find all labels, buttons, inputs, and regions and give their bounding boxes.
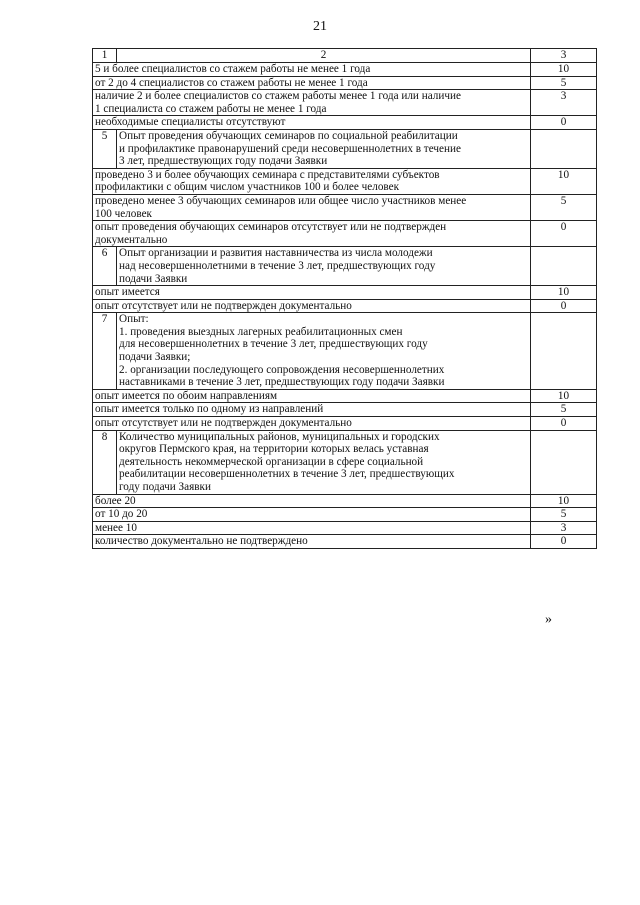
header-col-2: 2 <box>117 49 531 63</box>
option-row <box>93 63 597 77</box>
option-text: более 20 <box>93 494 531 508</box>
option-text: от 10 до 20 <box>93 508 531 522</box>
criterion-score <box>531 129 597 168</box>
option-score: 5 <box>531 194 597 220</box>
option-text: опыт имеется по обоим направлениям <box>93 389 531 403</box>
option-score: 5 <box>531 76 597 90</box>
option-score: 10 <box>531 494 597 508</box>
option-row <box>93 194 597 220</box>
option-row <box>93 221 597 247</box>
option-row <box>93 417 597 431</box>
option-row <box>93 508 597 522</box>
option-score: 10 <box>531 63 597 77</box>
criterion-row <box>93 430 597 494</box>
option-row <box>93 535 597 549</box>
option-text: опыт имеется только по одному из направлений <box>93 403 531 417</box>
option-score: 0 <box>531 116 597 130</box>
criterion-number: 8 <box>93 430 117 494</box>
criteria-table-body <box>93 49 597 549</box>
option-score: 10 <box>531 168 597 194</box>
option-row <box>93 116 597 130</box>
option-score: 3 <box>531 521 597 535</box>
criterion-score <box>531 247 597 286</box>
criterion-number: 6 <box>93 247 117 286</box>
option-text: проведено менее 3 обучающих семинаров или общее число участников менее 100 человек <box>93 194 531 220</box>
criterion-row <box>93 129 597 168</box>
option-score: 0 <box>531 417 597 431</box>
option-score: 5 <box>531 403 597 417</box>
option-text: количество документально не подтверждено <box>93 535 531 549</box>
header-col-3: 3 <box>531 49 597 63</box>
option-row <box>93 389 597 403</box>
header-col-1: 1 <box>93 49 117 63</box>
option-row <box>93 76 597 90</box>
criterion-score <box>531 313 597 390</box>
option-score: 10 <box>531 389 597 403</box>
option-text: наличие 2 и более специалистов со стажем работы менее 1 года или наличие 1 специалиста со стажем работы не менее 1 года <box>93 90 531 116</box>
option-row <box>93 521 597 535</box>
option-row <box>93 299 597 313</box>
option-text: опыт отсутствует или не подтвержден документально <box>93 299 531 313</box>
criterion-text: Опыт проведения обучающих семинаров по социальной реабилитации и профилактике правонарушений среди несовершеннолетних в течение 3 лет, предшествующих году подачи Заявки <box>117 129 531 168</box>
option-row <box>93 90 597 116</box>
option-text: 5 и более специалистов со стажем работы не менее 1 года <box>93 63 531 77</box>
criterion-score <box>531 430 597 494</box>
option-text: опыт проведения обучающих семинаров отсутствует или не подтвержден документально <box>93 221 531 247</box>
table-header-row <box>93 49 597 63</box>
option-text: менее 10 <box>93 521 531 535</box>
criterion-text: Опыт организации и развития наставничества из числа молодежи над несовершеннолетними в течение 3 лет, предшествующих году подачи Заявки <box>117 247 531 286</box>
option-score: 5 <box>531 508 597 522</box>
option-score: 0 <box>531 535 597 549</box>
option-row <box>93 403 597 417</box>
option-score: 3 <box>531 90 597 116</box>
criterion-text: Опыт: 1. проведения выездных лагерных реабилитационных смен для несовершеннолетних в течение 3 лет, предшествующих году подачи Заявки; 2. организации последующего сопровождения несовершеннолетних наставниками в течение 3 лет, предшествующих году подачи Заявки <box>117 313 531 390</box>
option-score: 0 <box>531 299 597 313</box>
option-row <box>93 494 597 508</box>
criterion-row <box>93 313 597 390</box>
criteria-table <box>92 48 597 549</box>
option-row <box>93 286 597 300</box>
option-text: необходимые специалисты отсутствуют <box>93 116 531 130</box>
criterion-number: 7 <box>93 313 117 390</box>
criterion-number: 5 <box>93 129 117 168</box>
closing-quote: » <box>545 612 552 627</box>
option-score: 10 <box>531 286 597 300</box>
criterion-row <box>93 247 597 286</box>
page-number: 21 <box>313 19 327 34</box>
criterion-text: Количество муниципальных районов, муниципальных и городских округов Пермского края, на территории которых велась уставная деятельность некоммерческой организации в сфере социальной реабилитации несовершеннолетних в течение 3 лет, предшествующих году подачи Заявки <box>117 430 531 494</box>
option-text: проведено 3 и более обучающих семинара с представителями субъектов профилактики с общим числом участников 100 и более человек <box>93 168 531 194</box>
option-text: опыт имеется <box>93 286 531 300</box>
option-text: опыт отсутствует или не подтвержден документально <box>93 417 531 431</box>
option-text: от 2 до 4 специалистов со стажем работы не менее 1 года <box>93 76 531 90</box>
option-row <box>93 168 597 194</box>
option-score: 0 <box>531 221 597 247</box>
